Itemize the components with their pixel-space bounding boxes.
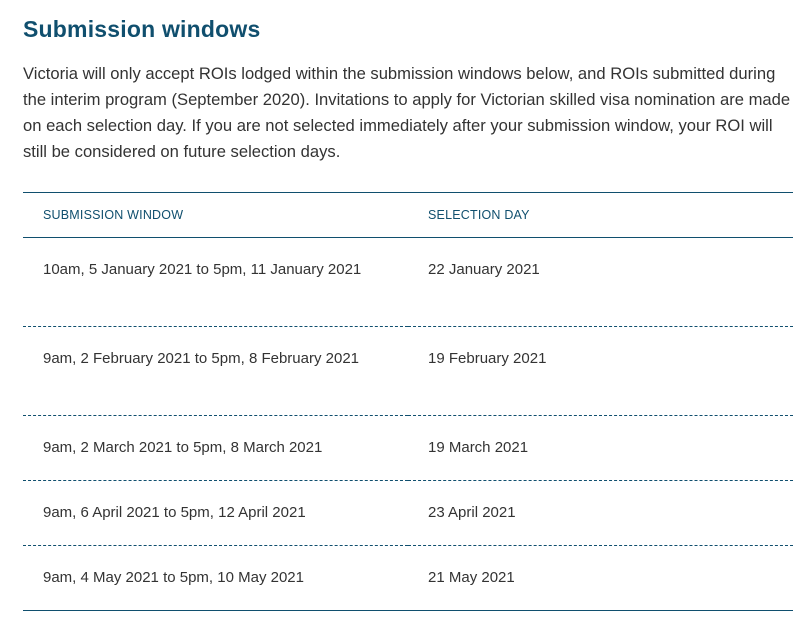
selection-day-cell: 19 February 2021 — [408, 327, 793, 416]
submission-window-cell: 9am, 6 April 2021 to 5pm, 12 April 2021 — [23, 481, 408, 546]
intro-paragraph: Victoria will only accept ROIs lodged within the submission windows below, and ROIs submitted during the interim program (September 2020). Invitations to apply for Victorian skilled visa nomination are made on each selection day. If you are not selected immediately after your submission window, your ROI will still be considered on future selection days. — [23, 64, 791, 161]
submission-window-cell: 9am, 4 May 2021 to 5pm, 10 May 2021 — [43, 569, 304, 586]
selection-day-cell: 22 January 2021 — [408, 238, 793, 327]
selection-day-cell: 19 March 2021 — [408, 416, 793, 481]
submission-window-cell: 9am, 2 February 2021 to 5pm, 8 February 2021 — [23, 327, 408, 416]
submission-window-cell: 10am, 5 January 2021 to 5pm, 11 January 2021 — [23, 238, 408, 327]
table-row — [23, 481, 793, 546]
page-title: Submission windows — [23, 16, 261, 42]
header-submission-window: SUBMISSION WINDOW — [23, 193, 408, 238]
submission-windows-table — [23, 192, 793, 611]
table-row — [23, 546, 793, 611]
header-selection-day: SELECTION DAY — [408, 193, 793, 238]
table-row — [23, 238, 793, 327]
submission-window-cell: 9am, 2 March 2021 to 5pm, 8 March 2021 — [23, 416, 408, 481]
selection-day-cell: 21 May 2021 — [428, 569, 515, 586]
table-header-row — [23, 193, 793, 238]
selection-day-cell: 23 April 2021 — [408, 481, 793, 546]
table-row — [23, 327, 793, 416]
table-row — [23, 416, 793, 481]
